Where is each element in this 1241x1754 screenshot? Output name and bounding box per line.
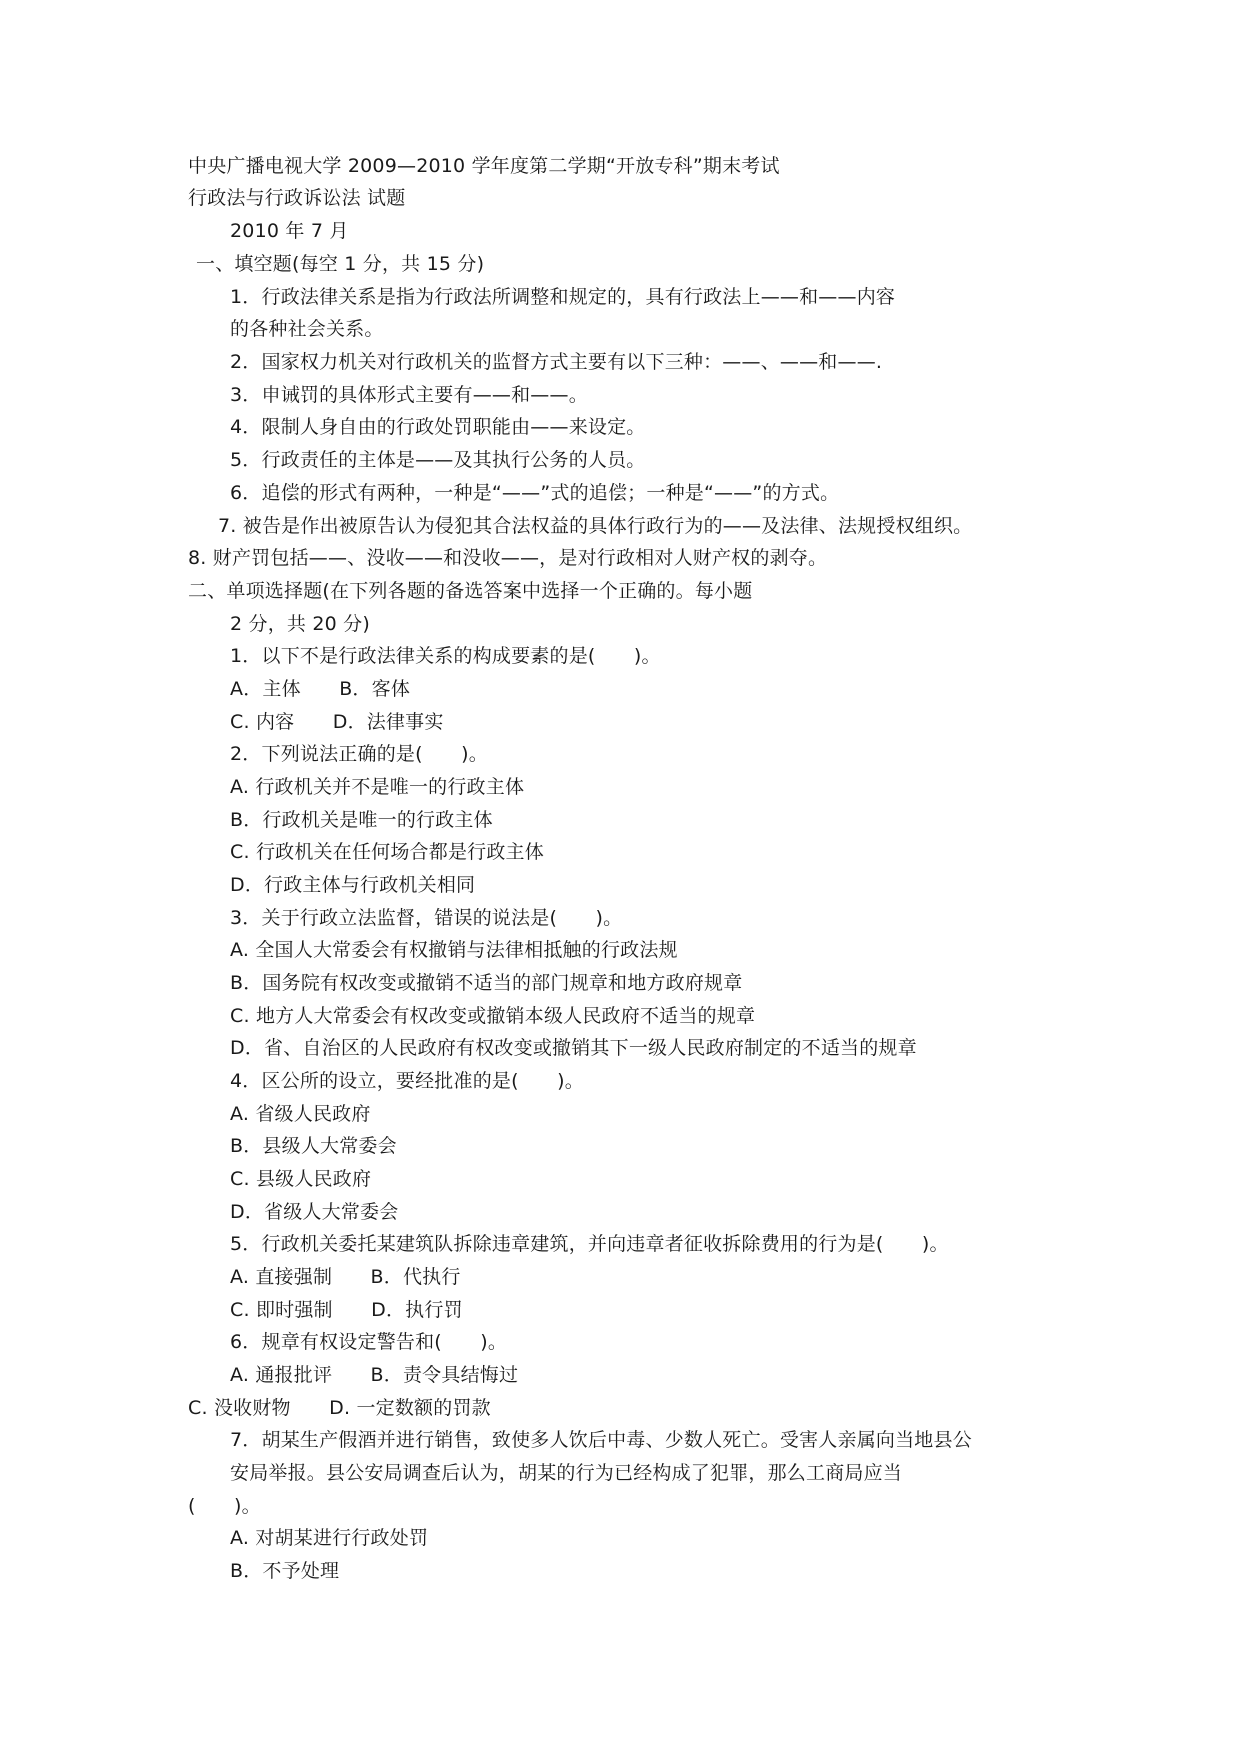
exam-title: 中央广播电视大学 2009—2010 学年度第二学期“开放专科”期末考试 bbox=[188, 155, 780, 177]
choice-question-7-option-a: A. 对胡某进行行政处罚 bbox=[230, 1527, 429, 1549]
choice-question-3-option-a: A. 全国人大常委会有权撤销与法律相抵触的行政法规 bbox=[230, 939, 678, 961]
section-1-heading: 一、填空题(每空 1 分，共 15 分) bbox=[196, 253, 485, 275]
choice-question-3: 3．关于行政立法监督，错误的说法是( )。 bbox=[230, 907, 623, 929]
choice-question-3-option-b: B．国务院有权改变或撤销不适当的部门规章和地方政府规章 bbox=[230, 972, 743, 994]
choice-question-1-options-ab: A．主体 B．客体 bbox=[230, 678, 411, 700]
choice-question-6-options-ab: A. 通报批评 B．责令具结悔过 bbox=[230, 1364, 519, 1386]
choice-question-6-options-cd: C. 没收财物 D. 一定数额的罚款 bbox=[188, 1397, 491, 1419]
choice-question-2-option-b: B．行政机关是唯一的行政主体 bbox=[230, 809, 493, 831]
choice-question-4: 4．区公所的设立，要经批准的是( )。 bbox=[230, 1070, 584, 1092]
choice-question-1: 1．以下不是行政法律关系的构成要素的是( )。 bbox=[230, 645, 661, 667]
fill-question-4: 4．限制人身自由的行政处罚职能由——来设定。 bbox=[230, 416, 646, 438]
choice-question-5-options-ab: A. 直接强制 B．代执行 bbox=[230, 1266, 461, 1288]
fill-question-8: 8. 财产罚包括——、没收——和没收——，是对行政相对人财产权的剥夺。 bbox=[188, 547, 828, 569]
choice-question-3-option-d: D．省、自治区的人民政府有权改变或撤销其下一级人民政府制定的不适当的规章 bbox=[230, 1037, 917, 1059]
section-2-heading-continued: 2 分，共 20 分) bbox=[230, 613, 370, 635]
fill-question-6: 6．追偿的形式有两种，一种是“——”式的追偿；一种是“——”的方式。 bbox=[230, 482, 840, 504]
choice-question-7-blank: ( )。 bbox=[188, 1495, 261, 1517]
choice-question-3-option-c: C. 地方人大常委会有权改变或撤销本级人民政府不适当的规章 bbox=[230, 1005, 756, 1027]
choice-question-4-option-d: D．省级人大常委会 bbox=[230, 1201, 399, 1223]
fill-question-1-continued: 的各种社会关系。 bbox=[230, 318, 384, 340]
choice-question-4-option-b: B．县级人大常委会 bbox=[230, 1135, 397, 1157]
choice-question-7-option-b: B．不予处理 bbox=[230, 1560, 340, 1582]
fill-question-2: 2．国家权力机关对行政机关的监督方式主要有以下三种：——、——和——. bbox=[230, 351, 883, 373]
choice-question-6: 6．规章有权设定警告和( )。 bbox=[230, 1331, 508, 1353]
fill-question-7: 7. 被告是作出被原告认为侵犯其合法权益的具体行政行为的——及法律、法规授权组织。 bbox=[218, 515, 973, 537]
subject-title: 行政法与行政诉讼法 试题 bbox=[188, 187, 406, 209]
exam-date: 2010 年 7 月 bbox=[230, 220, 349, 242]
choice-question-2: 2．下列说法正确的是( )。 bbox=[230, 743, 488, 765]
fill-question-3: 3．申诫罚的具体形式主要有——和——。 bbox=[230, 384, 588, 406]
fill-question-1: 1．行政法律关系是指为行政法所调整和规定的，具有行政法上——和——内容 bbox=[230, 286, 896, 308]
choice-question-4-option-a: A. 省级人民政府 bbox=[230, 1103, 371, 1125]
choice-question-1-options-cd: C. 内容 D．法律事实 bbox=[230, 711, 444, 733]
choice-question-5-options-cd: C. 即时强制 D．执行罚 bbox=[230, 1299, 463, 1321]
choice-question-7: 7．胡某生产假酒并进行销售，致使多人饮后中毒、少数人死亡。受害人亲属向当地县公 bbox=[230, 1429, 972, 1451]
choice-question-2-option-c: C. 行政机关在任何场合都是行政主体 bbox=[230, 841, 544, 863]
choice-question-4-option-c: C. 县级人民政府 bbox=[230, 1168, 372, 1190]
choice-question-2-option-a: A. 行政机关并不是唯一的行政主体 bbox=[230, 776, 525, 798]
choice-question-5: 5．行政机关委托某建筑队拆除违章建筑，并向违章者征收拆除费用的行为是( )。 bbox=[230, 1233, 949, 1255]
choice-question-2-option-d: D．行政主体与行政机关相同 bbox=[230, 874, 476, 896]
choice-question-7-continued: 安局举报。县公安局调查后认为，胡某的行为已经构成了犯罪，那么工商局应当 bbox=[230, 1462, 903, 1484]
section-2-heading: 二、单项选择题(在下列各题的备选答案中选择一个正确的。每小题 bbox=[188, 580, 753, 602]
fill-question-5: 5．行政责任的主体是——及其执行公务的人员。 bbox=[230, 449, 646, 471]
